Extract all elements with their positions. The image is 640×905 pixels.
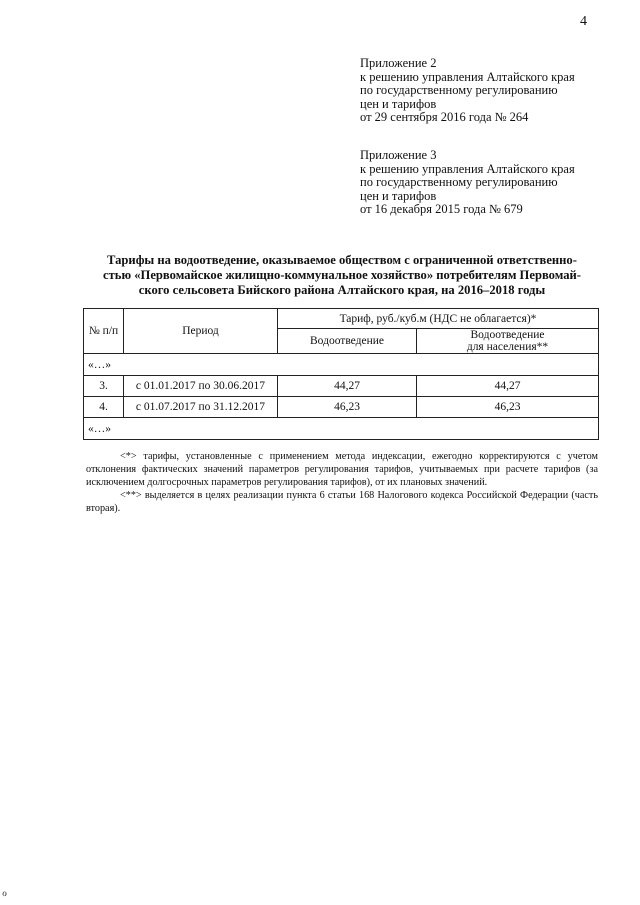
header-sewerage-pop-line2: для населения**	[466, 341, 549, 353]
appendix-line: цен и тарифов	[360, 96, 437, 111]
header-sewerage-pop-line1: Водоотведение	[470, 329, 545, 341]
table-row-ellipsis	[84, 354, 599, 376]
cell-sewerage: 46,23	[278, 397, 417, 418]
header-num: № п/п	[84, 309, 124, 354]
appendix-line: от 29 сентября 2016 года № 264	[360, 110, 529, 124]
appendix-line: к решению управления Алтайского края	[360, 69, 575, 84]
ellipsis-cell: «…»	[84, 354, 599, 376]
header-sewerage-population	[417, 329, 599, 354]
appendix-line: Приложение 3	[360, 148, 437, 162]
cell-period: с 01.01.2017 по 30.06.2017	[124, 376, 278, 397]
appendix-line: цен и тарифов	[360, 188, 437, 203]
header-tariff-group: Тариф, руб./куб.м (НДС не облагается)*	[278, 309, 599, 329]
cell-sewerage-pop: 44,27	[417, 376, 599, 397]
appendix-line: к решению управления Алтайского края	[360, 161, 575, 176]
table-row	[84, 376, 599, 397]
cell-num: 3.	[84, 376, 124, 397]
appendix-line: от 16 декабря 2015 года № 679	[360, 202, 523, 216]
table-header-row	[84, 309, 599, 329]
footnotes	[86, 450, 598, 515]
cell-num: 4.	[84, 397, 124, 418]
table-row-ellipsis	[84, 418, 599, 440]
header-period: Период	[124, 309, 278, 354]
title-line: стью «Первомайское жилищно-коммунальное хозяйство» потребителям Первомай-	[103, 268, 581, 282]
footnote-2: <**> выделяется в целях реализации пункта 6 статьи 168 Налогового кодекса Российской Федерации (часть вторая).	[86, 490, 598, 514]
title-line: ского сельсовета Бийского района Алтайского края, на 2016–2018 годы	[138, 283, 546, 297]
table-row	[84, 397, 599, 418]
document-title	[86, 253, 598, 298]
header-sewerage: Водоотведение	[278, 329, 417, 354]
title-line: Тарифы на водоотведение, оказываемое обществом с ограниченной ответственно-	[107, 253, 577, 267]
appendix-2-header	[360, 57, 575, 125]
scan-edge-mark: ℴ	[2, 887, 8, 899]
appendix-line: по государственному регулированию	[360, 175, 558, 189]
ellipsis-cell: «…»	[84, 418, 599, 440]
appendix-line: по государственному регулированию	[360, 83, 558, 97]
footnote-1: <*> тарифы, установленные с применением метода индексации, ежегодно корректируются с учетом отклонения фактических значений параметров регулирования тарифов, учитываемых при расчете тарифов (за исключением долгосрочных параметров регулирования тарифов), от их плановых значений.	[86, 451, 598, 488]
cell-sewerage: 44,27	[278, 376, 417, 397]
tariff-table	[83, 308, 599, 440]
cell-sewerage-pop: 46,23	[417, 397, 599, 418]
appendix-line: Приложение 2	[360, 56, 437, 70]
page-number: 4	[580, 14, 587, 29]
appendix-3-header	[360, 149, 575, 217]
cell-period: с 01.07.2017 по 31.12.2017	[124, 397, 278, 418]
